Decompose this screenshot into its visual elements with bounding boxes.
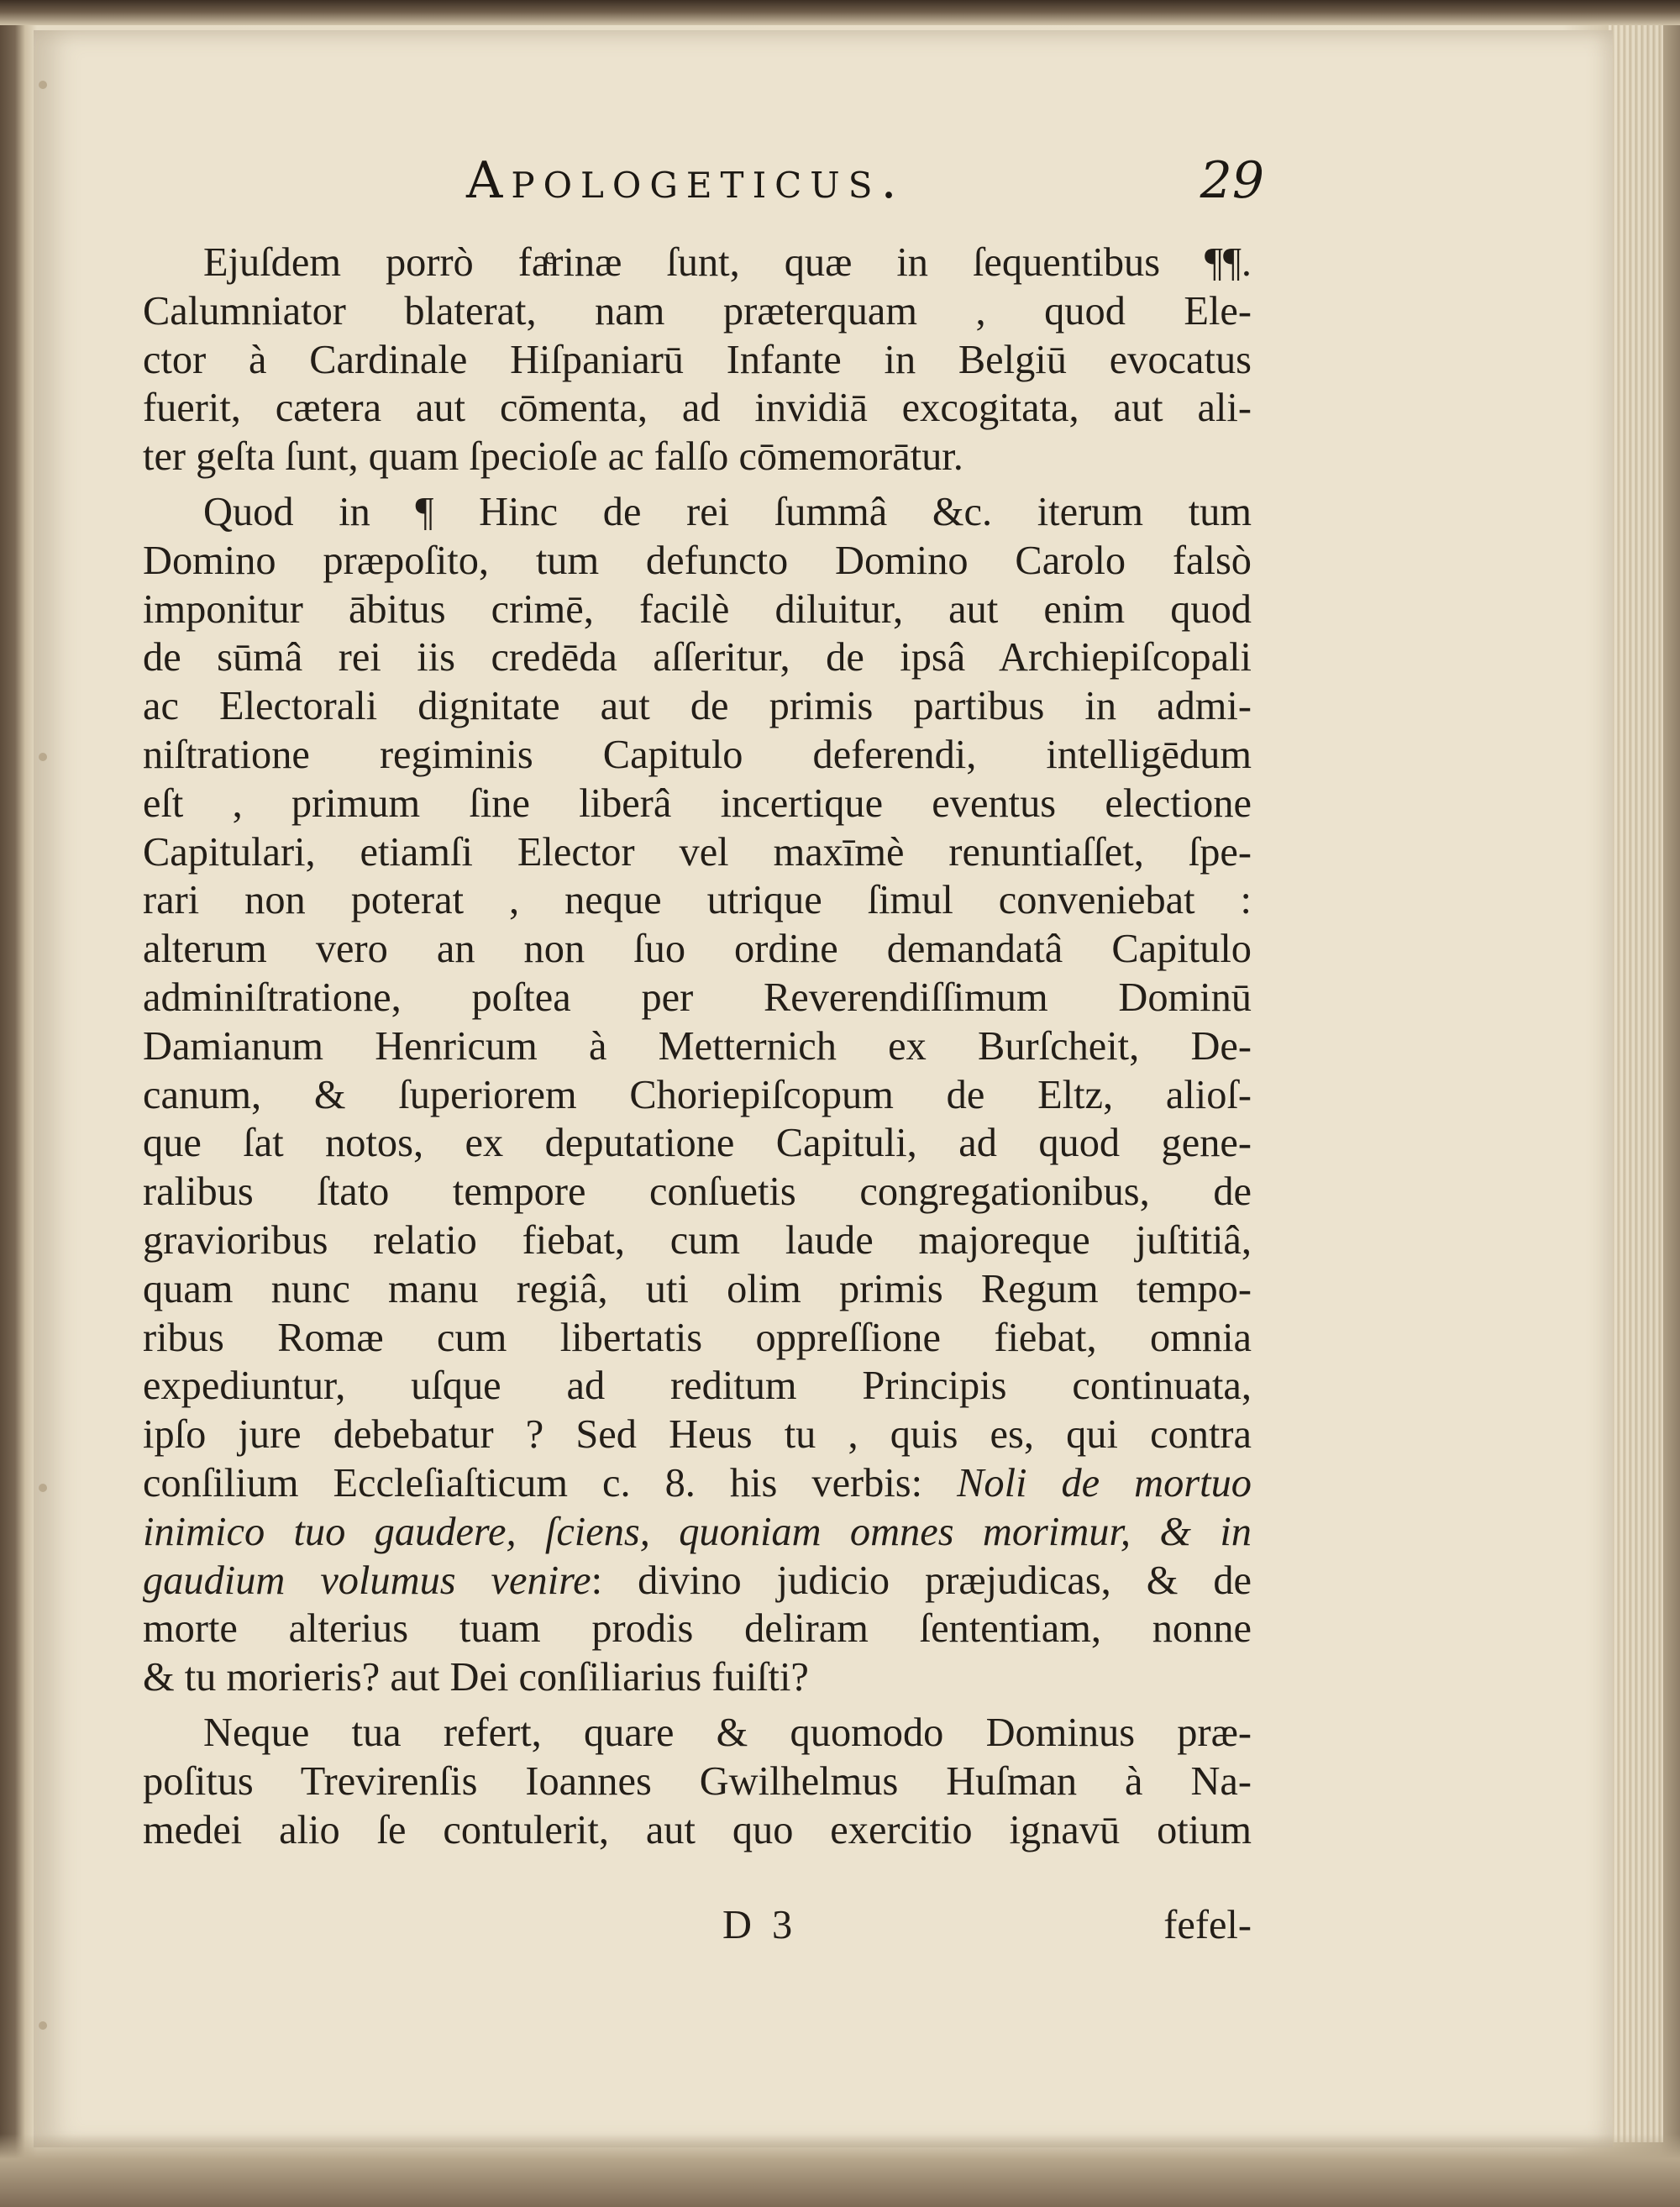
paragraph (143, 488, 1252, 1702)
page-footer (143, 1902, 1252, 1952)
binding-hole (39, 2021, 47, 2030)
text-line (143, 336, 1252, 385)
line-text: & tu morieris? aut Dei conſiliarius fuiſti? (143, 1655, 809, 1700)
line-text: expediuntur, uſque ad reditum Principis continuata, (143, 1364, 1252, 1409)
text-line (143, 1605, 1252, 1653)
paragraph-gap (143, 1702, 1252, 1709)
binding-hole (39, 1484, 47, 1492)
line-text: ter geſta ſunt, quam ſpecioſe ac falſo cōmemorātur. (143, 434, 963, 480)
text-line (143, 239, 1252, 287)
running-title: Apologeticus. (466, 151, 906, 210)
text-line (143, 1362, 1252, 1411)
line-text: imponitur ābitus crimē, facilè diluitur, aut enim quod (143, 586, 1252, 632)
line-text: que ſat notos, ex deputatione Capituli, ad quod gene- (143, 1121, 1252, 1166)
text-line (143, 780, 1252, 828)
text-line (143, 1806, 1252, 1855)
text-line (143, 682, 1252, 731)
line-text: conſilium Eccleſiaſticum c. 8. his verbis: (143, 1460, 923, 1505)
text-line (143, 1314, 1252, 1363)
paragraph (143, 1709, 1252, 1854)
paragraph-gap (143, 481, 1252, 488)
line-text: rari non poterat , neque utrique ſimul conveniebat : (143, 878, 1252, 923)
text-line (143, 1265, 1252, 1314)
text-line (143, 287, 1252, 336)
line-text: adminiſtratione, poſtea per Reverendiſſimum Dominū (143, 975, 1252, 1020)
text-line (143, 731, 1252, 780)
line-text: fuerit, cætera aut cōmenta, ad invidiā excogitata, aut ali- (143, 386, 1252, 431)
text-line (143, 1557, 1252, 1605)
line-text: Damianum Henricum à Metternich ex Burſcheit, De- (143, 1023, 1252, 1069)
text-line (143, 828, 1252, 877)
line-text: Neque tua refert, quare & quomodo Dominus præ- (203, 1710, 1252, 1755)
text-line (143, 384, 1252, 433)
page-header (466, 151, 1264, 214)
text-line (143, 537, 1252, 586)
line-text: ribus Romæ cum libertatis oppreſſione fiebat, omnia (143, 1315, 1252, 1360)
text-line (143, 488, 1252, 537)
line-text: ipſo jure debebatur ? Sed Heus tu , quis es, qui contra (143, 1412, 1252, 1458)
text-line (143, 1119, 1252, 1168)
text-line (143, 1758, 1252, 1806)
line-text: Ejuſdem porrò faͤrinæ ſunt, quæ in ſequentibus ¶¶. (203, 240, 1252, 285)
line-text: Capitulari, etiamſi Elector vel maxīmè renuntiaſſet, ſpe- (143, 829, 1252, 875)
line-text: morte alterius tuam prodis deliram ſententiam, nonne (143, 1606, 1252, 1652)
text-line (143, 1071, 1252, 1120)
text-line (143, 1459, 1252, 1508)
italic-quotation: Noli de mortuo (957, 1460, 1252, 1505)
italic-quotation: gaudium volumus venire (143, 1558, 591, 1603)
page-stack-edges (1609, 25, 1663, 2142)
line-text: canum, & ſuperiorem Choriepiſcopum de Eltz, alioſ- (143, 1072, 1252, 1117)
catchword: fefel- (1163, 1903, 1252, 1947)
line-text: ac Electorali dignitate aut de primis partibus in admi- (143, 684, 1252, 729)
book-bottom-edge (0, 2134, 1680, 2207)
line-text: : divino judicio præjudicas, & de (591, 1558, 1252, 1603)
line-text: alterum vero an non ſuo ordine demandatâ Capitulo (143, 927, 1252, 972)
signature-mark: D 3 (722, 1903, 798, 1947)
text-line (143, 1168, 1252, 1216)
line-text: gravioribus relatio fiebat, cum laude majoreque juſtitiâ, (143, 1217, 1252, 1263)
line-text: niſtratione regiminis Capitulo deferendi, intelligēdum (143, 732, 1252, 777)
binding-hole (39, 753, 47, 761)
line-text: Calumniator blaterat, nam præterquam , quod Ele- (143, 288, 1252, 334)
line-text: medei alio ſe contulerit, aut quo exercitio ignavū otium (143, 1807, 1252, 1852)
page-number: 29 (1200, 151, 1264, 210)
text-line (143, 433, 1252, 481)
text-line (143, 1709, 1252, 1758)
paragraph (143, 239, 1252, 481)
line-text: Domino præpoſito, tum defuncto Domino Carolo falsò (143, 538, 1252, 583)
text-line (143, 1653, 1252, 1702)
book-top-edge (0, 0, 1680, 25)
italic-quotation: inimico tuo gaudere, ſciens, quoniam omnes morimur, & in (143, 1509, 1252, 1554)
line-text: eſt , primum ſine liberâ incertique eventus electione (143, 780, 1252, 826)
text-line (143, 1216, 1252, 1265)
text-line (143, 1508, 1252, 1557)
line-text: Quod in ¶ Hinc de rei ſummâ &c. iterum tum (203, 489, 1252, 534)
line-text: de sūmâ rei iis credēda aſſeritur, de ipsâ Archiepiſcopali (143, 635, 1252, 680)
text-line (143, 876, 1252, 925)
text-line (143, 586, 1252, 634)
text-line (143, 925, 1252, 974)
text-line (143, 1411, 1252, 1459)
text-line (143, 633, 1252, 682)
binding-hole (39, 81, 47, 89)
line-text: ctor à Cardinale Hiſpaniarū Infante in Belgiū evocatus (143, 337, 1252, 382)
text-line (143, 1022, 1252, 1071)
text-line (143, 974, 1252, 1022)
body-text (143, 239, 1252, 1854)
line-text: poſitus Trevirenſis Ioannes Gwilhelmus Huſman à Na- (143, 1758, 1252, 1804)
line-text: ralibus ſtato tempore conſuetis congregationibus, de (143, 1169, 1252, 1215)
line-text: quam nunc manu regiâ, uti olim primis Regum tempo- (143, 1266, 1252, 1311)
